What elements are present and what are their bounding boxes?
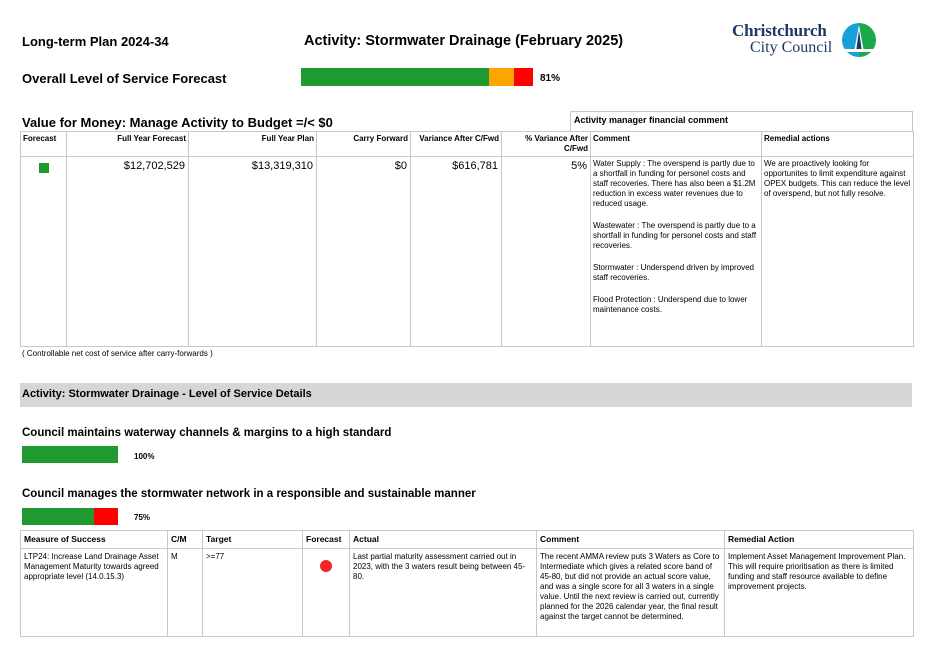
council-logo — [732, 22, 877, 58]
comment-flood-protection: Flood Protection : Underspend due to lower maintenance costs. — [593, 295, 748, 314]
activity-title: Activity: Stormwater Drainage (February 2025) — [304, 33, 624, 49]
cathedral-logo-icon — [841, 22, 877, 58]
cm-value: M — [168, 549, 203, 637]
comment-water-supply: Water Supply : The overspend is partly due to a shortfall in funding for personel costs and staff recoveries. There has also been a $1.2M reduction in excess water revenues due to reduced usage. — [593, 159, 756, 208]
measure2-pct: 75% — [134, 513, 151, 522]
measure1-bar — [22, 446, 118, 463]
overall-forecast-bar — [301, 68, 533, 86]
forecast-status-dot-icon — [320, 560, 332, 572]
forecast-status-square-icon — [39, 163, 49, 173]
logo-line2: City Council — [750, 39, 833, 56]
col-full-year-forecast: Full Year Forecast — [67, 132, 189, 157]
measure2-title: Council manages the stormwater network in a responsible and sustainable manner — [22, 488, 476, 500]
pct-variance-value: 5% — [502, 157, 591, 347]
overall-forecast-pct: 81% — [540, 73, 561, 84]
measure1-pct: 100% — [134, 452, 155, 461]
financial-data-row — [21, 157, 914, 347]
manager-comment-heading: Activity manager financial comment — [570, 111, 913, 131]
vfm-title: Value for Money: Manage Activity to Budget =/< $0 — [22, 115, 333, 130]
financial-comment — [591, 157, 762, 347]
vfm-footnote: ( Controllable net cost of service after carry-forwards ) — [22, 349, 213, 358]
col-carry-forward: Carry Forward — [317, 132, 411, 157]
col-variance: Variance After C/Fwd — [411, 132, 502, 157]
actual-text: Last partial maturity assessment carried out in 2023, with the 3 waters result being between 45-80. — [350, 549, 537, 637]
col-forecast: Forecast — [21, 132, 67, 157]
remedial-action-text: Implement Asset Management Improvement Plan. This will require prioritisation as there is limited funding and staff resource available to define improvement projects. — [725, 549, 914, 637]
table-row — [21, 549, 914, 637]
comment-text: The recent AMMA review puts 3 Waters as Core to Intermediate which gives a related score band of 45-80, but did not provide an actual score value, and was a single score for all 3 waters in a single value. Until the next review is carried out, currently planned for the 2026 calendar year, the final result against the target cannot be determined. — [537, 549, 725, 637]
comment-stormwater: Stormwater : Underspend driven by improved staff recoveries. — [593, 263, 754, 282]
details-section-title: Activity: Stormwater Drainage - Level of Service Details — [20, 383, 912, 407]
comment-wastewater: Wastewater : The overspend is partly due to a shortfall in funding for personel costs and staff recoveries. — [593, 221, 757, 250]
col-pct-variance: % Variance After C/Fwd — [502, 132, 591, 157]
full-year-forecast-value: $12,702,529 — [67, 157, 189, 347]
target-value: >=77 — [203, 549, 303, 637]
overall-forecast-title: Overall Level of Service Forecast — [22, 71, 227, 86]
carry-forward-value: $0 — [317, 157, 411, 347]
col-measure: Measure of Success — [21, 531, 168, 549]
col-target: Target — [203, 531, 303, 549]
bar-segment — [22, 508, 94, 525]
col-comment: Comment — [591, 132, 762, 157]
col-remedial-action: Remedial Action — [725, 531, 914, 549]
bar-segment — [301, 68, 489, 86]
bar-segment — [489, 68, 515, 86]
measures-header-row — [21, 531, 914, 549]
measure2-bar — [22, 508, 118, 525]
bar-segment — [94, 508, 118, 525]
bar-segment — [22, 446, 118, 463]
variance-value: $616,781 — [411, 157, 502, 347]
logo-line1: Christchurch — [732, 21, 827, 40]
col-forecast: Forecast — [303, 531, 350, 549]
measures-table — [20, 530, 914, 637]
col-cm: C/M — [168, 531, 203, 549]
full-year-plan-value: $13,319,310 — [189, 157, 317, 347]
plan-title: Long-term Plan 2024-34 — [22, 34, 169, 49]
measure1-title: Council maintains waterway channels & margins to a high standard — [22, 427, 392, 439]
measure-text: LTP24: Increase Land Drainage Asset Management Maturity towards agreed appropriate level (14.0.15.3) — [21, 549, 168, 637]
financial-table — [20, 131, 914, 347]
col-comment: Comment — [537, 531, 725, 549]
col-actual: Actual — [350, 531, 537, 549]
financial-header-row — [21, 132, 914, 157]
col-full-year-plan: Full Year Plan — [189, 132, 317, 157]
col-remedial: Remedial actions — [762, 132, 914, 157]
remedial-actions-text: We are proactively looking for opportunites to limit expenditure against OPEX budgets. This can reduce the level of overspend, but not fully resolve. — [762, 157, 914, 347]
bar-segment — [514, 68, 533, 86]
